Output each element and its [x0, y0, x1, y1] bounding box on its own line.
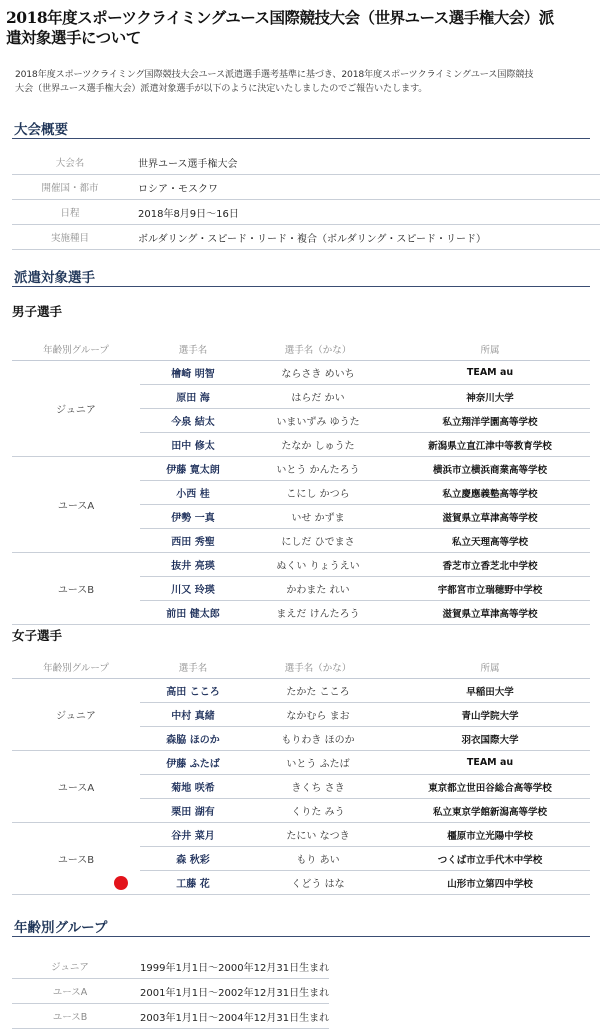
athlete-name: [140, 679, 246, 703]
athlete-name-text: 田中 修太: [171, 441, 215, 452]
age-group-cell: ユースA: [12, 751, 140, 823]
age-group-cell: ジュニア: [12, 361, 140, 457]
athlete-kana: きくち さき: [246, 775, 390, 799]
athlete-name-text: 森脇 ほのか: [166, 735, 220, 746]
athlete-kana: いとう ふたば: [246, 751, 390, 775]
age-group-range: 2003年1月1日～2004年12月31日生まれ: [128, 1004, 329, 1029]
athlete-kana: こにし かつら: [246, 481, 390, 505]
athlete-affiliation: 東京都立世田谷総合高等学校: [390, 775, 590, 799]
overview-value: ロシア・モスクワ: [128, 175, 600, 200]
athlete-kana: かわまた れい: [246, 577, 390, 601]
col-group-header: 年齢別グループ: [12, 656, 140, 679]
overview-value: ボルダリング・スピード・リード・複合（ボルダリング・スピード・リード）: [128, 225, 600, 250]
age-group-row: [12, 954, 329, 979]
athlete-row: [12, 553, 590, 577]
athlete-affiliation: 青山学院大学: [390, 703, 590, 727]
col-name-header: 選手名: [140, 338, 246, 361]
athlete-kana: くどう はな: [246, 871, 390, 895]
age-groups-heading: 年齢別グループ: [14, 920, 108, 936]
athlete-name-text: 抜井 亮瑛: [171, 561, 215, 572]
col-affiliation-header: 所属: [390, 338, 590, 361]
athlete-kana: たにい なつき: [246, 823, 390, 847]
overview-label: 実施種目: [12, 225, 128, 250]
athlete-name-text: 工藤 花: [176, 879, 210, 890]
athlete-affiliation: 新潟県立直江津中等教育学校: [390, 433, 590, 457]
athlete-name: [140, 385, 246, 409]
men-heading: 男子選手: [12, 304, 63, 319]
athlete-name: [140, 553, 246, 577]
athlete-affiliation: 宇都宮市立瑞穂野中学校: [390, 577, 590, 601]
athlete-kana: なかむら まお: [246, 703, 390, 727]
athlete-name-text: 伊勢 一真: [171, 513, 215, 524]
athlete-kana: いまいずみ ゆうた: [246, 409, 390, 433]
athlete-kana: いせ かずま: [246, 505, 390, 529]
page-title-line2: 遣対象選手について: [6, 28, 141, 47]
overview-label: 大会名: [12, 150, 128, 175]
age-group-cell: ユースA: [12, 457, 140, 553]
athlete-kana: たかた こころ: [246, 679, 390, 703]
athlete-affiliation: 山形市立第四中学校: [390, 871, 590, 895]
athlete-name: [140, 823, 246, 847]
athlete-row: [12, 457, 590, 481]
athlete-affiliation: TEAM au: [390, 361, 590, 385]
athlete-row: [12, 751, 590, 775]
athlete-name: [140, 505, 246, 529]
athlete-affiliation: 橿原市立光陽中学校: [390, 823, 590, 847]
page-title-line1: 2018年度スポーツクライミングユース国際競技大会（世界ユース選手権大会）派: [6, 8, 554, 27]
age-group-range: 2001年1月1日～2002年12月31日生まれ: [128, 979, 329, 1004]
athlete-name: [140, 481, 246, 505]
athlete-name: [140, 577, 246, 601]
athlete-name: [140, 799, 246, 823]
athlete-name-text: 栗田 湖有: [171, 807, 215, 818]
athlete-affiliation: 滋賀県立草津高等学校: [390, 505, 590, 529]
age-groups-table: [12, 954, 329, 1029]
athlete-name: [140, 409, 246, 433]
divider: [12, 936, 590, 937]
athlete-row: [12, 823, 590, 847]
women-table: [12, 656, 590, 895]
athlete-affiliation: 早稲田大学: [390, 679, 590, 703]
age-group-range: 1999年1月1日～2000年12月31日生まれ: [128, 954, 329, 979]
athlete-name: [140, 529, 246, 553]
athlete-kana: にしだ ひでまさ: [246, 529, 390, 553]
col-affiliation-header: 所属: [390, 656, 590, 679]
age-group-label: ユースA: [12, 979, 128, 1004]
overview-row: [12, 225, 600, 250]
athlete-row: [12, 679, 590, 703]
overview-heading: 大会概要: [14, 122, 68, 138]
divider: [12, 286, 590, 287]
athlete-affiliation: 私立天理高等学校: [390, 529, 590, 553]
intro-line1: 2018年度スポーツクライミング国際競技大会ユース派遣選手選考基準に基づき、2018年度スポーツクライミングユース国際競技: [15, 69, 534, 80]
athlete-name-text: 川又 玲瑛: [171, 585, 215, 596]
athlete-kana: はらだ かい: [246, 385, 390, 409]
col-kana-header: 選手名（かな）: [246, 338, 390, 361]
athlete-affiliation: 私立慶應義塾高等学校: [390, 481, 590, 505]
athlete-name-text: 中村 真緒: [171, 711, 215, 722]
athlete-name: [140, 775, 246, 799]
athlete-affiliation: TEAM au: [390, 751, 590, 775]
overview-label: 日程: [12, 200, 128, 225]
col-group-header: 年齢別グループ: [12, 338, 140, 361]
overview-row: [12, 200, 600, 225]
athlete-name-text: 原田 海: [176, 393, 210, 404]
col-name-header: 選手名: [140, 656, 246, 679]
athlete-name: [140, 751, 246, 775]
age-group-cell: ユースB: [12, 823, 140, 895]
athlete-affiliation: 神奈川大学: [390, 385, 590, 409]
athlete-name-text: 菊地 咲希: [171, 783, 215, 794]
athlete-affiliation: 私立翔洋学園高等学校: [390, 409, 590, 433]
age-group-label: ユースB: [12, 1004, 128, 1029]
athlete-kana: もり あい: [246, 847, 390, 871]
overview-label: 開催国・都市: [12, 175, 128, 200]
athlete-kana: いとう かんたろう: [246, 457, 390, 481]
women-heading: 女子選手: [12, 628, 63, 643]
athlete-kana: もりわき ほのか: [246, 727, 390, 751]
divider: [12, 138, 590, 139]
athlete-name-text: 高田 こころ: [166, 687, 220, 698]
age-group-cell: ユースB: [12, 553, 140, 625]
age-group-row: [12, 979, 329, 1004]
athlete-name: [140, 601, 246, 625]
red-dot-marker: [114, 876, 128, 890]
athlete-kana: たなか しゅうた: [246, 433, 390, 457]
men-table: [12, 338, 590, 625]
age-group-label: ジュニア: [12, 954, 128, 979]
athlete-name: [140, 457, 246, 481]
athlete-name-text: 前田 健太郎: [166, 609, 220, 620]
age-group-row: [12, 1004, 329, 1029]
athlete-name: [140, 847, 246, 871]
athlete-affiliation: 滋賀県立草津高等学校: [390, 601, 590, 625]
athlete-row: [12, 361, 590, 385]
athlete-kana: ならさき めいち: [246, 361, 390, 385]
athlete-name-text: 伊藤 ふたば: [166, 759, 220, 770]
athlete-name: [140, 703, 246, 727]
athlete-name: [140, 871, 246, 895]
athlete-name-text: 檜崎 明智: [171, 369, 215, 380]
athlete-name: [140, 361, 246, 385]
athlete-name-text: 伊藤 寛太朗: [166, 465, 220, 476]
athlete-name-text: 谷井 菜月: [171, 831, 215, 842]
athlete-name: [140, 433, 246, 457]
athlete-kana: まえだ けんたろう: [246, 601, 390, 625]
athletes-heading: 派遣対象選手: [14, 270, 95, 286]
athlete-name-text: 森 秋彩: [176, 855, 210, 866]
athlete-affiliation: 横浜市立横浜商業高等学校: [390, 457, 590, 481]
age-group-cell: ジュニア: [12, 679, 140, 751]
athlete-name-text: 小西 桂: [176, 489, 210, 500]
col-kana-header: 選手名（かな）: [246, 656, 390, 679]
athlete-name: [140, 727, 246, 751]
athlete-name-text: 今泉 結太: [171, 417, 215, 428]
athlete-kana: ぬくい りょうえい: [246, 553, 390, 577]
athlete-affiliation: 香芝市立香芝北中学校: [390, 553, 590, 577]
athlete-affiliation: 羽衣国際大学: [390, 727, 590, 751]
overview-row: [12, 175, 600, 200]
overview-row: [12, 150, 600, 175]
overview-value: 世界ユース選手権大会: [128, 150, 600, 175]
overview-table: [12, 150, 600, 250]
athlete-name-text: 西田 秀聖: [171, 537, 215, 548]
intro-line2: 大会（世界ユース選手権大会）派遣対象選手が以下のように決定いたしましたのでご報告いたします。: [15, 83, 428, 94]
athlete-affiliation: つくば市立手代木中学校: [390, 847, 590, 871]
overview-value: 2018年8月9日～16日: [128, 200, 600, 225]
athlete-kana: くりた みう: [246, 799, 390, 823]
athlete-affiliation: 私立東京学館新潟高等学校: [390, 799, 590, 823]
